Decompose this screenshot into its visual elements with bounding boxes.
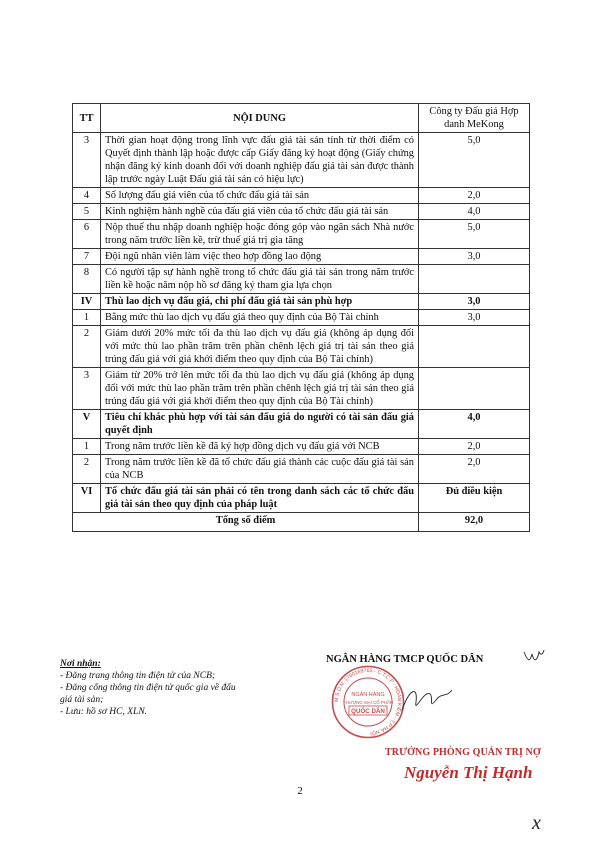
- seal-line: THƯƠNG MẠI CỔ PHẦN: [342, 700, 394, 705]
- total-row: [73, 513, 530, 532]
- table-row: [73, 133, 530, 188]
- row-number: IV: [73, 294, 101, 310]
- row-score: [419, 368, 530, 410]
- seal-line: NGÂN HÀNG: [351, 692, 385, 698]
- row-number: 3: [73, 133, 101, 188]
- row-number: 1: [73, 310, 101, 326]
- row-number: 8: [73, 265, 101, 294]
- row-score: 2,0: [419, 439, 530, 455]
- recipients-heading: Nơi nhận:: [60, 659, 101, 669]
- table-row: [73, 249, 530, 265]
- seal-ring-text: M.S.D.N: 1700169765 - C.T.C.P - HOÀN KIẾM - T.P HÀ NỘI: [333, 667, 403, 736]
- table-row: [73, 455, 530, 484]
- section-row: [73, 294, 530, 310]
- header-company: Công ty Đấu giá Hợp danh MeKong: [419, 104, 530, 133]
- table-row: [73, 188, 530, 204]
- row-score: [419, 326, 530, 368]
- row-number: VI: [73, 484, 101, 513]
- row-score: 5,0: [419, 133, 530, 188]
- row-score: 4,0: [419, 410, 530, 439]
- row-content: Kinh nghiệm hành nghề của đấu giá viên của tổ chức đấu giá tài sản: [101, 204, 419, 220]
- recipient-item: - Lưu: hồ sơ HC, XLN.: [60, 707, 148, 717]
- row-content: Giảm từ 20% trở lên mức tối đa thù lao dịch vụ đấu giá (không áp dụng đối với mức thù lao phần trăm trên phần chênh lệch giá trị tài sản theo giá trúng đấu giá với giá khởi điểm theo quy định của Bộ Tài chính): [101, 368, 419, 410]
- row-score: 3,0: [419, 249, 530, 265]
- row-content: Tổ chức đấu giá tài sản phải có tên trong danh sách các tổ chức đấu giá tài sản theo quy định của pháp luật: [101, 484, 419, 513]
- table-row: [73, 368, 530, 410]
- row-score: 3,0: [419, 294, 530, 310]
- company-seal-icon: [331, 665, 405, 739]
- row-score: [419, 265, 530, 294]
- total-score: 92,0: [419, 513, 530, 532]
- row-score: 2,0: [419, 188, 530, 204]
- row-content: Tiêu chí khác phù hợp với tài sản đấu giá do người có tài sản đấu giá quyết định: [101, 410, 419, 439]
- initial-mark-icon: [522, 648, 546, 664]
- seal-line: QUỐC DÂN: [351, 708, 385, 716]
- row-score: Đủ điều kiện: [419, 484, 530, 513]
- row-number: 6: [73, 220, 101, 249]
- row-number: 4: [73, 188, 101, 204]
- row-number: 1: [73, 439, 101, 455]
- row-score: 4,0: [419, 204, 530, 220]
- bank-name: NGÂN HÀNG TMCP QUỐC DÂN: [326, 654, 484, 665]
- criteria-table: [72, 103, 530, 532]
- signer-role: TRƯỞNG PHÒNG QUẢN TRỊ NỢ: [385, 747, 541, 758]
- section-row: [73, 484, 530, 513]
- row-content: Nộp thuế thu nhập doanh nghiệp hoặc đóng góp vào ngân sách Nhà nước trong năm trước liền kề, trừ thuế giá trị gia tăng: [101, 220, 419, 249]
- signature-scribble-icon: [398, 680, 458, 720]
- table-header-row: [73, 104, 530, 133]
- row-content: Trong năm trước liền kề đã tổ chức đấu giá thành các cuộc đấu giá tài sản của NCB: [101, 455, 419, 484]
- table-row: [73, 326, 530, 368]
- row-score: 2,0: [419, 455, 530, 484]
- row-score: 3,0: [419, 310, 530, 326]
- row-content: Thù lao dịch vụ đấu giá, chi phí đấu giá tài sản phù hợp: [101, 294, 419, 310]
- signer-name: Nguyễn Thị Hạnh: [404, 763, 533, 782]
- table-row: [73, 265, 530, 294]
- row-content: Giảm dưới 20% mức tối đa thù lao dịch vụ đấu giá (không áp dụng đối với mức thù lao phần trăm trên phần chênh lệch giá trị tài sản theo giá trúng đấu giá với giá khởi điểm theo quy định của Bộ Tài chính): [101, 326, 419, 368]
- row-number: 5: [73, 204, 101, 220]
- row-content: Đội ngũ nhân viên làm việc theo hợp đồng lao động: [101, 249, 419, 265]
- row-number: 7: [73, 249, 101, 265]
- page-number: 2: [297, 785, 303, 797]
- row-number: 3: [73, 368, 101, 410]
- table-row: [73, 310, 530, 326]
- header-content: NỘI DUNG: [101, 104, 419, 133]
- row-number: 2: [73, 326, 101, 368]
- row-content: Bằng mức thù lao dịch vụ đấu giá theo quy định của Bộ Tài chính: [101, 310, 419, 326]
- recipient-item: - Đăng cổng thông tin điện tử quốc gia về đấu giá tài sản;: [60, 683, 236, 705]
- row-content: Trong năm trước liền kề đã ký hợp đồng dịch vụ đấu giá với NCB: [101, 439, 419, 455]
- row-content: Có người tập sự hành nghề trong tổ chức đấu giá tài sản trong năm trước liền kề hoặc năm nộp hồ sơ đăng ký tham gia lựa chọn: [101, 265, 419, 294]
- section-row: [73, 410, 530, 439]
- total-label: Tổng số điểm: [73, 513, 419, 532]
- recipients-block: [60, 658, 270, 718]
- table-row: [73, 439, 530, 455]
- row-content: Thời gian hoạt động trong lĩnh vực đấu giá tài sản tính từ thời điểm có Quyết định thành lập hoặc được cấp Giấy đăng ký hoạt động (Giấy chứng nhận đăng ký kinh doanh đối với doanh nghiệp đấu giá tài sản được thành lập trước ngày Luật Đấu giá tài sản có hiệu lực): [101, 133, 419, 188]
- table-row: [73, 220, 530, 249]
- row-score: 5,0: [419, 220, 530, 249]
- table-row: [73, 204, 530, 220]
- recipient-item: - Đăng trang thông tin điện tử của NCB;: [60, 671, 216, 681]
- row-content: Số lượng đấu giá viên của tổ chức đấu giá tài sản: [101, 188, 419, 204]
- corner-handwritten-mark: x: [532, 812, 541, 834]
- row-number: 2: [73, 455, 101, 484]
- row-number: V: [73, 410, 101, 439]
- header-tt: TT: [73, 104, 101, 133]
